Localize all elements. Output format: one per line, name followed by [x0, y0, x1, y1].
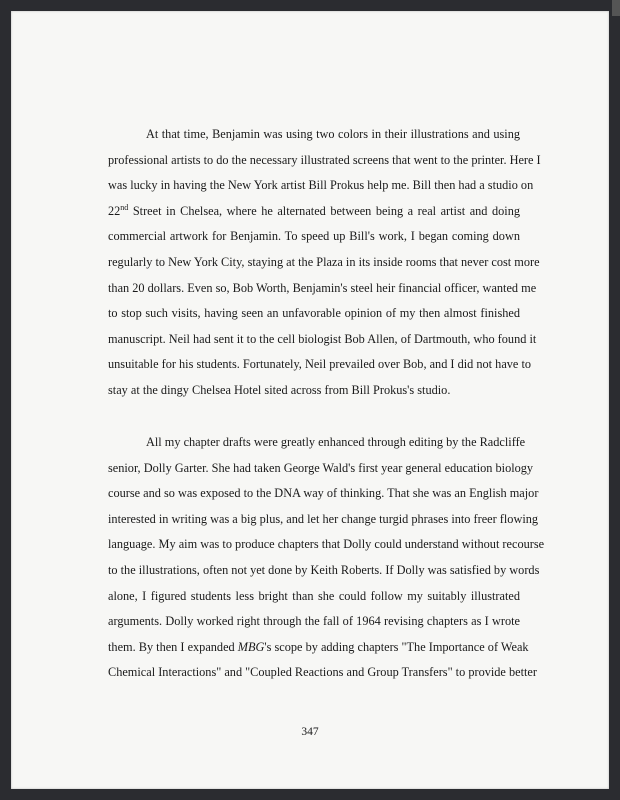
street-line-rest: Street in Chelsea, where he alternated between being a real artist and doing — [132, 203, 520, 218]
text-line: arguments. Dolly worked right through the fall of 1964 revising chapters as I wrote — [108, 614, 520, 629]
text-line: professional artists to do the necessary illustrated screens that went to the printer. Here I — [108, 152, 541, 167]
text-line: was lucky in having the New York artist Bill Prokus help me. Bill then had a studio on — [108, 178, 534, 193]
text-line: to stop such visits, having seen an unfavorable opinion of my then almost finished — [108, 306, 520, 321]
book-title: MBG — [237, 639, 265, 654]
text-line: interested in writing was a big plus, and let her change turgid phrases into freer flowing — [108, 511, 539, 526]
scan-corner-mark — [612, 0, 620, 16]
street-number: 22 — [108, 203, 121, 218]
text-line: senior, Dolly Garter. She had taken George Wald's first year general education biology — [108, 460, 534, 475]
text-line: alone, I figured students less bright than she could follow my suitably illustrated — [108, 588, 520, 603]
text-line: to the illustrations, often not yet done by Keith Roberts. If Dolly was satisfied by words — [108, 562, 540, 577]
text-line: manuscript. Neil had sent it to the cell biologist Bob Allen, of Dartmouth, who found it — [108, 331, 537, 346]
text-line: stay at the dingy Chelsea Hotel sited across from Bill Prokus's studio. — [108, 382, 451, 397]
line-prefix: them. By then I expanded — [108, 639, 238, 654]
line-rest: 's scope by adding chapters "The Importance of Weak — [264, 639, 529, 654]
text-line: All my chapter drafts were greatly enhanced through editing by the Radcliffe — [146, 435, 526, 449]
text-line: Chemical Interactions" and "Coupled Reactions and Group Transfers" to provide better — [108, 665, 537, 680]
text-line: At that time, Benjamin was using two colors in their illustrations and using — [146, 127, 520, 141]
text-line-street — [108, 199, 520, 225]
paragraph-2 — [108, 430, 545, 686]
text-line: language. My aim was to produce chapters that Dolly could understand without recourse — [108, 537, 545, 552]
text-line-book-title — [108, 635, 529, 661]
text-line: unsuitable for his students. Fortunately, Neil prevailed over Bob, and I did not have to — [108, 357, 532, 372]
text-line: course and so was exposed to the DNA way of thinking. That she was an English major — [108, 486, 539, 501]
page-number: 347 — [301, 726, 319, 738]
paragraph-1 — [108, 122, 541, 404]
text-line: than 20 dollars. Even so, Bob Worth, Benjamin's steel heir financial officer, wanted me — [108, 280, 537, 295]
text-line: regularly to New York City, staying at the Plaza in its inside rooms that never cost more — [108, 254, 540, 269]
street-suffix: nd — [120, 202, 129, 212]
text-line: commercial artwork for Benjamin. To speed up Bill's work, I began coming down — [108, 229, 520, 244]
